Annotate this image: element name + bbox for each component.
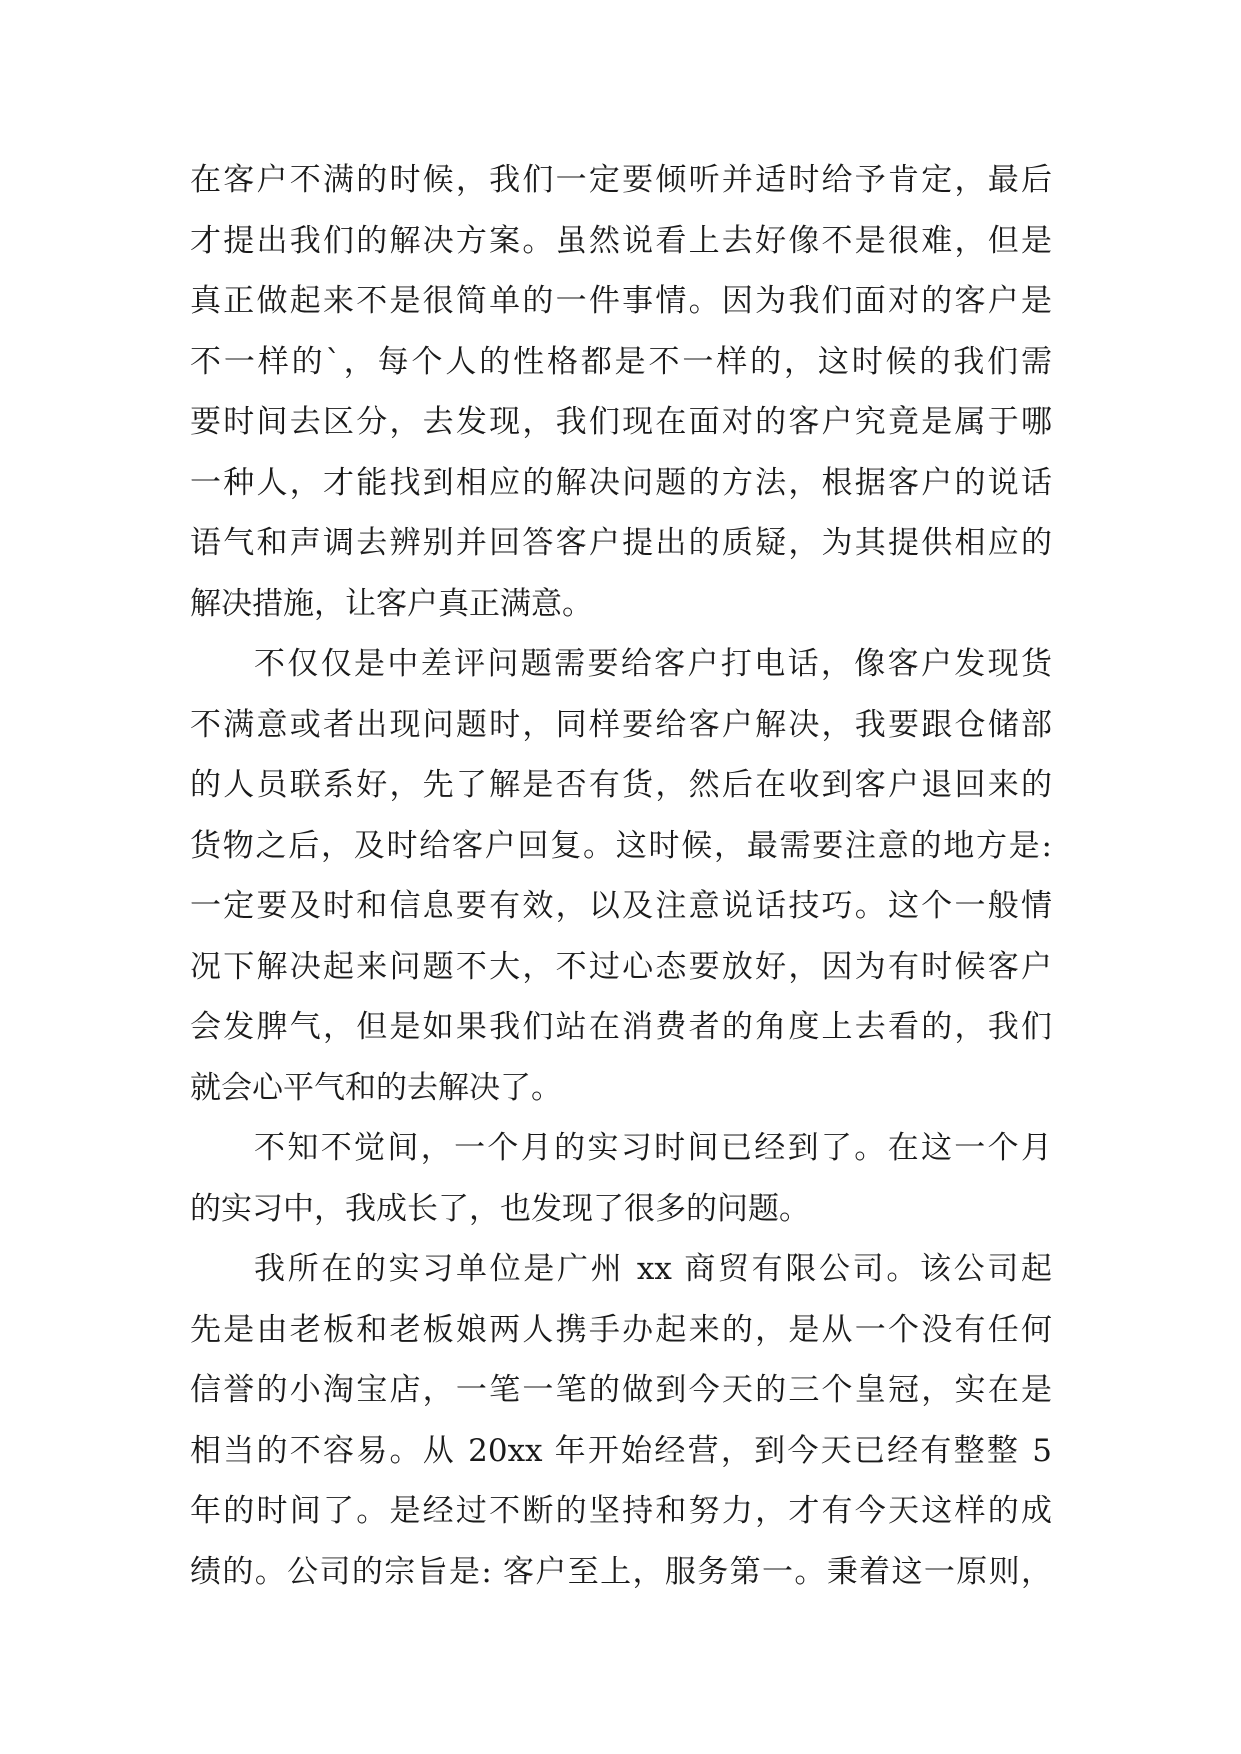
text-line: 先是由老板和老板娘两人携手办起来的，是从一个没有任何 <box>190 1311 1052 1348</box>
text-line: 在客户不满的时候，我们一定要倾听并适时给予肯定，最后 <box>190 162 1052 198</box>
text-line: 会发脾气，但是如果我们站在消费者的角度上去看的，我们 <box>190 1009 1052 1045</box>
text-line: 才提出我们的解决方案。虽然说看上去好像不是很难，但是 <box>190 222 1052 259</box>
text-line: 年的时间了。是经过不断的坚持和努力，才有今天这样的成 <box>190 1493 1052 1529</box>
text-line: 要时间去区分，去发现，我们现在面对的客户究竟是属于哪 <box>190 404 1052 440</box>
text-line: 就会心平气和的去解决了。 <box>190 1069 562 1106</box>
text-line: 一定要及时和信息要有效，以及注意说话技巧。这个一般情 <box>190 888 1052 924</box>
text-line: 的实习中，我成长了，也发现了很多的问题。 <box>190 1190 810 1227</box>
body-text <box>190 150 1052 1602</box>
text-line: 的人员联系好，先了解是否有货，然后在收到客户退回来的 <box>190 767 1052 803</box>
text-line: 解决措施，让客户真正满意。 <box>190 585 593 622</box>
paragraph-first-line: 我所在的实习单位是广州 xx 商贸有限公司。该公司起 <box>254 1251 1052 1287</box>
text-line: 货物之后，及时给客户回复。这时候，最需要注意的地方是: <box>190 827 1052 864</box>
text-line: 信誉的小淘宝店，一笔一笔的做到今天的三个皇冠，实在是 <box>190 1372 1052 1408</box>
text-line: 真正做起来不是很简单的一件事情。因为我们面对的客户是 <box>190 283 1052 319</box>
text-line: 相当的不容易。从 20xx 年开始经营，到今天已经有整整 5 <box>190 1432 1052 1469</box>
text-line: 况下解决起来问题不大，不过心态要放好，因为有时候客户 <box>190 948 1052 985</box>
text-line: 不一样的`，每个人的性格都是不一样的，这时候的我们需 <box>190 343 1052 380</box>
paragraph-first-line: 不仅仅是中差评问题需要给客户打电话，像客户发现货 <box>254 646 1052 682</box>
text-line: 绩的。公司的宗旨是: 客户至上，服务第一。秉着这一原则， <box>190 1553 1052 1590</box>
text-line: 语气和声调去辨别并回答客户提出的质疑，为其提供相应的 <box>190 525 1052 561</box>
text-line: 一种人，才能找到相应的解决问题的方法，根据客户的说话 <box>190 464 1052 501</box>
paragraph-first-line: 不知不觉间，一个月的实习时间已经到了。在这一个月 <box>254 1130 1052 1166</box>
text-line: 不满意或者出现问题时，同样要给客户解决，我要跟仓储部 <box>190 706 1052 743</box>
